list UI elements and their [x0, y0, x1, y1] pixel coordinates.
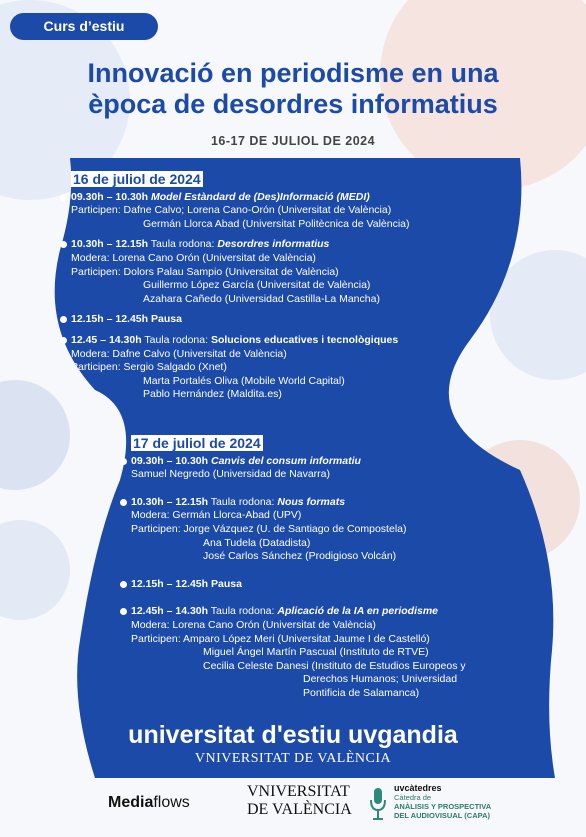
break-item: 12.15h – 12.45h Pausa	[131, 578, 571, 592]
uv-logo: VNIVERSITAT DE VALÈNCIA	[247, 783, 352, 818]
bullet-icon	[120, 499, 127, 506]
title-line-2: època de desordres informatius	[88, 89, 498, 119]
day1-heading: 16 de juliol de 2024	[73, 171, 201, 187]
catedra-capa-logo: uvcàtedres Càtedra de ANÀLISIS Y PROSPECTIVA DEL AUDIOVISUAL (CAPA)	[394, 783, 492, 820]
bullet-icon	[60, 194, 67, 201]
mediaflows-logo: Mediaflows	[108, 794, 190, 811]
session-item: 09.30h – 10.30h Canvis del consum informatiu Samuel Negredo (Universidad de Navarra)	[131, 455, 571, 482]
session-item: 09.30h – 10.30h Model Estàndard de (Des)Informació (MEDI) Participen: Dafne Calvo; Lorena Cano-Orón (Universitat de València) Germán Llorca Abad (Universitat Politècnica de València)	[71, 191, 531, 232]
footer-logos	[0, 778, 586, 837]
uvgandia-logo-text: universitat d'estiu uvgandia	[128, 721, 458, 749]
bullet-icon	[120, 581, 127, 588]
microphone-icon	[370, 788, 386, 822]
page-title	[0, 58, 586, 120]
session-item: 10.30h – 12.15h Taula rodona: Nous formats Modera: Germán Llorca-Abad (UPV) Participen: Jorge Vázquez (U. de Santiago de Compostela) Ana Tudela (Datadista) José Carlos Sánchez (Prodigioso Volcán)	[131, 496, 571, 564]
day2-program	[131, 435, 571, 701]
bullet-icon	[120, 458, 127, 465]
uv-logo-subtitle: VNIVERSITAT DE VALÈNCIA	[194, 751, 392, 766]
session-item: 12.45h – 14.30h Taula rodona: Aplicació de la IA en periodisme Modera: Lorena Cano Orón (Universitat de València) Participen: Amparo López Meri (Universitat Jaume I de Castelló) Miguel Ángel Martín Pascual (Instituto de RTVE) Cecilia Celeste Danesi (Instituto de Estudios Europeos y Derechos Humanos; Universidad Pontificia de Salamanca)	[131, 605, 571, 700]
day2-heading: 17 de juliol de 2024	[133, 435, 261, 451]
session-item: 10.30h – 12.15h Taula rodona: Desordres informatius Modera: Lorena Cano Orón (Universitat de València) Participen: Dolors Palau Sampio (Universitat de València) Guillermo López García (Universitat de València) Azahara Cañedo (Universidad Castilla-La Mancha)	[71, 238, 531, 306]
event-dates: 16-17 DE JULIOL DE 2024	[210, 134, 376, 148]
session-item: 12.45 – 14.30h Taula rodona: Solucions educatives i tecnològiques Modera: Dafne Calvo (Universitat de València) Participen: Sergio Salgado (Xnet) Marta Portalés Oliva (Mobile World Capital) Pablo Hernández (Maldita.es)	[71, 334, 531, 402]
course-tag: Curs d’estiu	[10, 13, 158, 40]
day1-program	[71, 171, 531, 402]
break-item: 12.15h – 12.45h Pausa	[71, 313, 531, 327]
bullet-icon	[60, 337, 67, 344]
title-line-1: Innovació en periodisme en una	[87, 58, 499, 88]
